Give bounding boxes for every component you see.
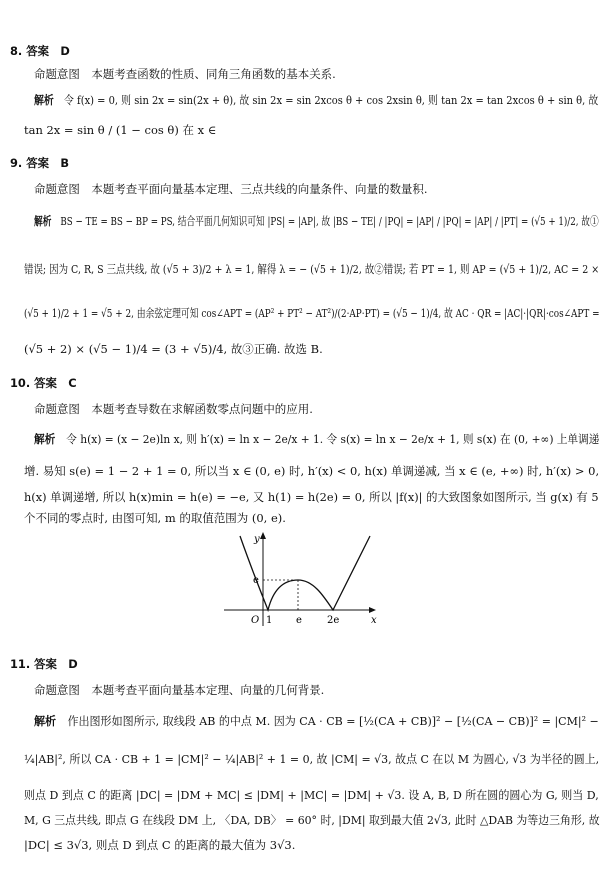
x-axis-arrow bbox=[369, 607, 376, 613]
q11-analysis-line-2: ¼|AB|², 所以 CA · CB + 1 = |CM|² − ¼|AB|² + 1 = 0, 故 |CM| = √3, 故点 C 在以 M 为圆心, √3 为半径的圆上, bbox=[24, 752, 600, 766]
x-tick-e: e bbox=[296, 615, 302, 626]
q10-answer: 10. 答案 C bbox=[10, 376, 77, 390]
q11-analysis-label: 解析 bbox=[34, 714, 57, 728]
q10-analysis-line-2: 增. 易知 s(e) = 1 − 2 + 1 = 0, 所以当 x ∈ (0, e) 时, h′(x) < 0, h(x) 单调递减, 当 x ∈ (e, +∞) 时, h′(x) > 0, bbox=[24, 464, 600, 478]
q9-analysis-label: 解析 bbox=[34, 214, 52, 228]
q10-analysis-text-1: 令 h(x) = (x − 2e)ln x, 则 h′(x) = ln x − 2e/x + 1. 令 s(x) = ln x − 2e/x + 1, 则 s(x) 在 (0, +∞) 上单调递 bbox=[66, 432, 600, 446]
q9-answer: 9. 答案 B bbox=[10, 156, 70, 170]
q8-answer: 8. 答案 D bbox=[10, 44, 70, 58]
abs-f-curve bbox=[240, 536, 370, 610]
q11-analysis-line-3: 则点 D 到点 C 的距离 |DC| = |DM + MC| ≤ |DM| + |MC| = |DM| + √3. 设 A, B, D 所在圆的圆心为 G, 则当 D, bbox=[24, 788, 599, 802]
q11-answer: 11. 答案 D bbox=[10, 657, 78, 671]
q10-analysis-line-4: 个不同的零点时, 由图可知, m 的取值范围为 (0, e). bbox=[24, 511, 286, 525]
y-tick-e: e bbox=[253, 575, 259, 586]
q8-intent: 命题意图 本题考查函数的性质、同角三角函数的基本关系. bbox=[34, 67, 336, 81]
q11-analysis-text-1: 作出图形如图所示, 取线段 AB 的中点 M. 因为 CA · CB = [½(CA + CB)]² − [½(CA − CB)]² = |CM|² − bbox=[67, 714, 599, 728]
y-axis-arrow bbox=[260, 532, 266, 539]
q9-analysis-line-3: (√5 + 1)/2 + 1 = √5 + 2, 由余弦定理可知 cos∠APT = (AP² + PT² − AT²)/(2·AP·PT) = (√5 − 1)/4, 故 AC · QR = |AC|·|QR|·cos∠APT = bbox=[24, 306, 600, 320]
q11-intent: 命题意图 本题考查平面向量基本定理、向量的几何背景. bbox=[34, 683, 325, 697]
q10-analysis-label: 解析 bbox=[34, 432, 56, 446]
q10-graph bbox=[218, 530, 388, 630]
q10-intent: 命题意图 本题考查导数在求解函数零点问题中的应用. bbox=[34, 402, 313, 416]
q11-analysis-line-1 bbox=[34, 714, 599, 729]
y-axis-label: y bbox=[254, 534, 260, 545]
q9-intent: 命题意图 本题考查平面向量基本定理、三点共线的向量条件、向量的数量积. bbox=[34, 182, 428, 196]
q8-analysis-line-2: tan 2x = sin θ / (1 − cos θ) 在 x ∈ bbox=[24, 123, 217, 137]
q11-analysis-line-4: M, G 三点共线, 即点 G 在线段 DM 上, 〈DA, DB〉 = 60° 时, |DM| 取到最大值 2√3, 此时 △DAB 为等边三角形, 故 bbox=[24, 813, 600, 827]
q9-analysis-line-1 bbox=[34, 214, 599, 229]
x-axis-label: x bbox=[371, 615, 377, 626]
q9-analysis-line-4: (√5 + 2) × (√5 − 1)/4 = (3 + √5)/4, 故③正确. 故选 B. bbox=[24, 342, 323, 356]
q9-analysis-text-1: BS − TE = BS − BP = PS, 结合平面几何知识可知 |PS| = |AP|, 故 |BS − TE| / |PQ| = |AP| / |PQ| = |AP| / |PT| = (√5 + 1)/2, 故① bbox=[60, 214, 599, 228]
q9-analysis-line-2: 错误; 因为 C, R, S 三点共线, 故 (√5 + 3)/2 + λ = 1, 解得 λ = − (√5 + 1)/2, 故②错误; 若 PT = 1, 则 AP = (√5 + 1)/2, AC = 2 × bbox=[24, 262, 600, 276]
q11-analysis-line-5: |DC| ≤ 3√3, 则点 D 到点 C 的距离的最大值为 3√3. bbox=[24, 838, 296, 852]
q8-analysis-line-1 bbox=[34, 93, 599, 108]
q8-analysis-label: 解析 bbox=[34, 93, 54, 107]
x-tick-2e: 2e bbox=[327, 615, 340, 626]
q8-analysis-text-1: 令 f(x) = 0, 则 sin 2x = sin(2x + θ), 故 sin 2x = sin 2xcos θ + cos 2xsin θ, 则 tan 2x = tan 2xcos θ + sin θ, 故 bbox=[64, 93, 599, 107]
origin-label: O bbox=[251, 615, 260, 626]
q10-analysis-line-3: h(x) 单调递增, 所以 h(x)min = h(e) = −e, 又 h(1) = h(2e) = 0, 所以 |f(x)| 的大致图象如图所示, 当 g(x) 有 5 bbox=[24, 490, 599, 504]
x-tick-1: 1 bbox=[266, 615, 273, 626]
q10-analysis-line-1 bbox=[34, 432, 600, 447]
